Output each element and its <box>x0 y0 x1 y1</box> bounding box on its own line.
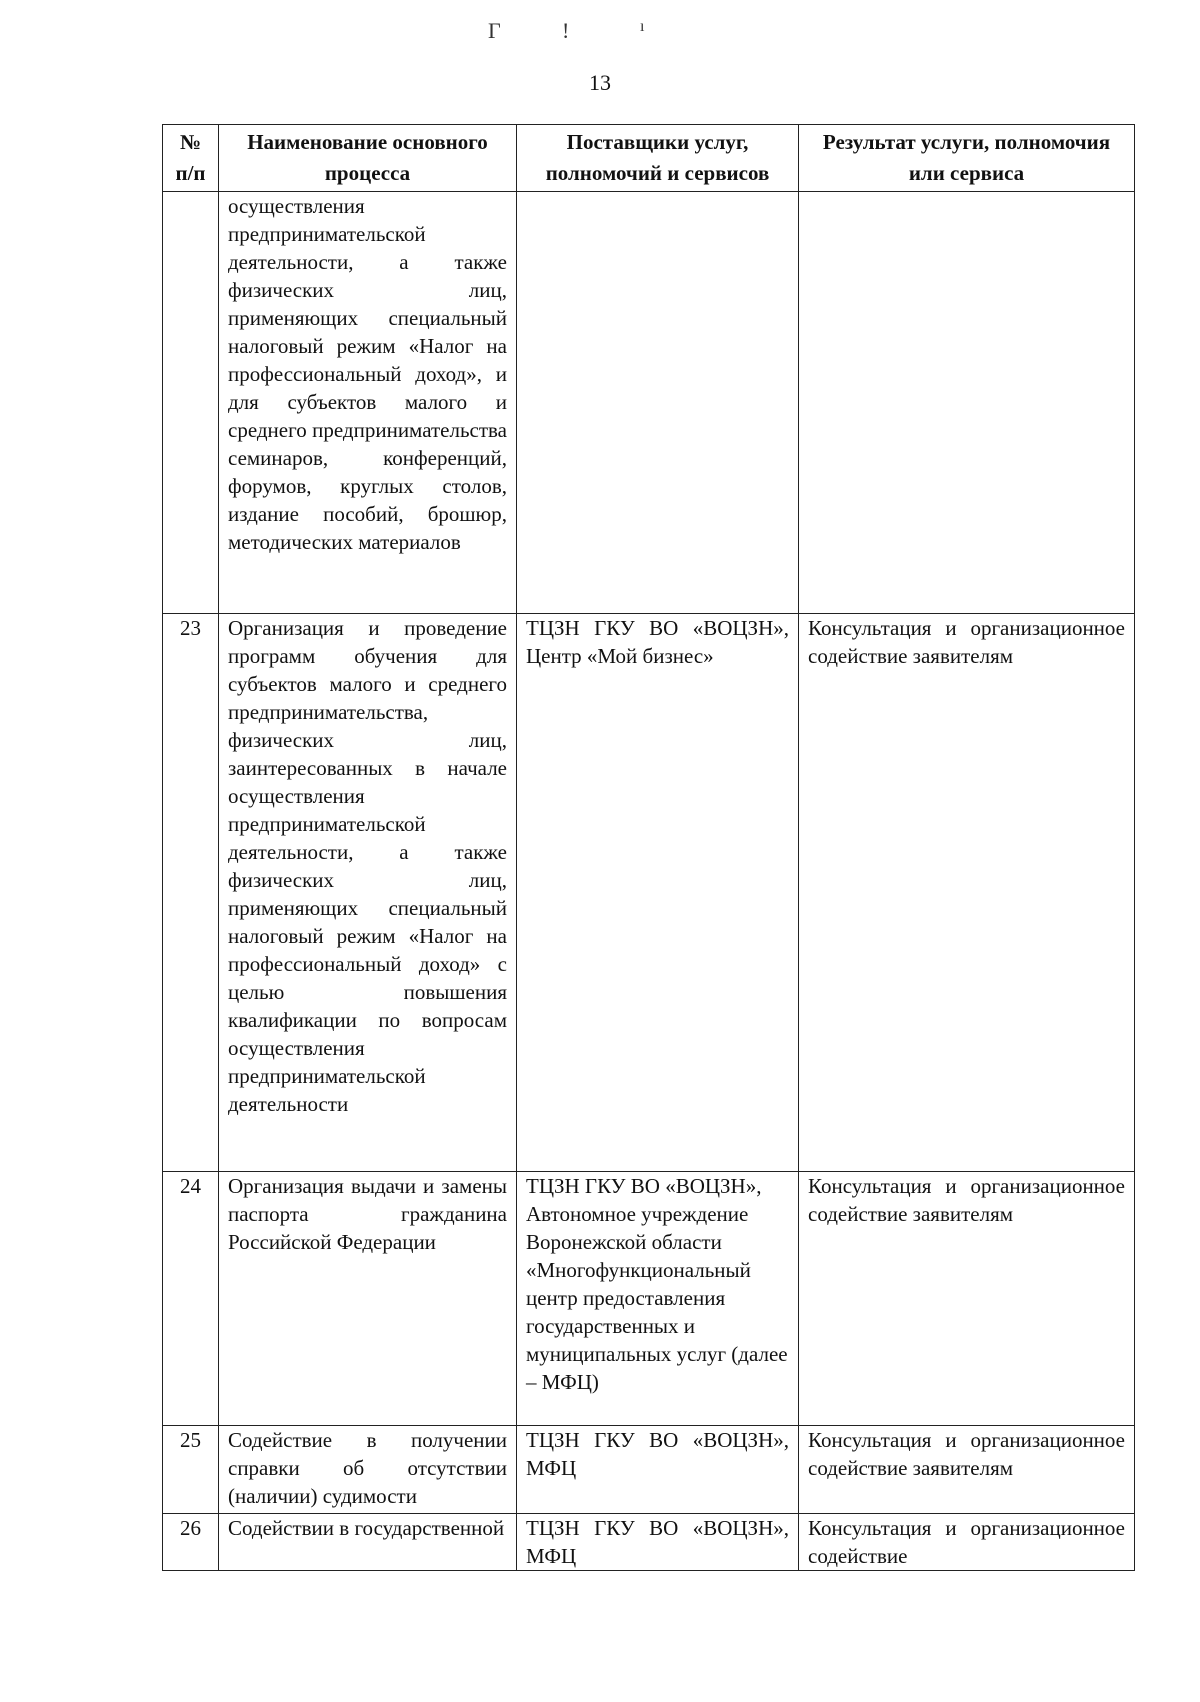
row-number: 26 <box>163 1514 219 1571</box>
row-providers <box>517 192 799 614</box>
table-row <box>163 1426 1135 1514</box>
table-row <box>163 1514 1135 1571</box>
row-process: осуществления предпринимательской деятельности, а также физических лиц, применяющих специальный налоговый режим «Налог на профессиональный доход», и для субъектов малого и среднего предпринимательства семинаров, конференций, форумов, круглых столов, издание пособий, брошюр, методических материалов <box>219 192 517 614</box>
row-providers: ТЦЗН ГКУ ВО «ВОЦЗН», Центр «Мой бизнес» <box>517 614 799 1172</box>
page-number: 13 <box>589 70 611 95</box>
row-number <box>163 192 219 614</box>
table-row <box>163 1172 1135 1426</box>
scan-mark: ! <box>562 18 570 43</box>
row-number: 23 <box>163 614 219 1172</box>
header-result: Результат услуги, полномочия или сервиса <box>799 125 1135 192</box>
row-process: Организация и проведение программ обучения для субъектов малого и среднего предпринимательства, физических лиц, заинтересованных в начале осуществления предпринимательской деятельности, а также физических лиц, применяющих специальный налоговый режим «Налог на профессиональный доход» с целью повышения квалификации по вопросам осуществления предпринимательской деятельности <box>219 614 517 1172</box>
table-header-row <box>163 125 1135 192</box>
scan-marks <box>0 18 1200 48</box>
table-row <box>163 614 1135 1172</box>
row-result: Консультация и организационное содействие заявителям <box>799 1426 1135 1514</box>
row-number: 25 <box>163 1426 219 1514</box>
services-table <box>162 124 1135 1571</box>
header-number: № п/п <box>163 125 219 192</box>
row-result: Консультация и организационное содействие заявителям <box>799 614 1135 1172</box>
header-providers: Поставщики услуг, полномочий и сервисов <box>517 125 799 192</box>
table-row-continuation <box>163 192 1135 614</box>
header-process: Наименование основного процесса <box>219 125 517 192</box>
row-providers: ТЦЗН ГКУ ВО «ВОЦЗН», МФЦ <box>517 1426 799 1514</box>
row-process: Содействие в получении справки об отсутствии (наличии) судимости <box>219 1426 517 1514</box>
row-number: 24 <box>163 1172 219 1426</box>
row-result: Консультация и организационное содействие заявителям <box>799 1172 1135 1426</box>
scan-mark: ı <box>640 18 645 35</box>
row-result <box>799 192 1135 614</box>
row-process: Организация выдачи и замены паспорта гражданина Российской Федерации <box>219 1172 517 1426</box>
row-providers: ТЦЗН ГКУ ВО «ВОЦЗН», МФЦ <box>517 1514 799 1571</box>
scan-mark: Г <box>488 18 501 43</box>
row-providers: ТЦЗН ГКУ ВО «ВОЦЗН», Автономное учреждение Воронежской области «Многофункциональный центр предоставления государственных и муниципальных услуг (далее – МФЦ) <box>517 1172 799 1426</box>
row-process: Содействии в государственной <box>219 1514 517 1571</box>
row-result: Консультация и организационное содействие <box>799 1514 1135 1571</box>
